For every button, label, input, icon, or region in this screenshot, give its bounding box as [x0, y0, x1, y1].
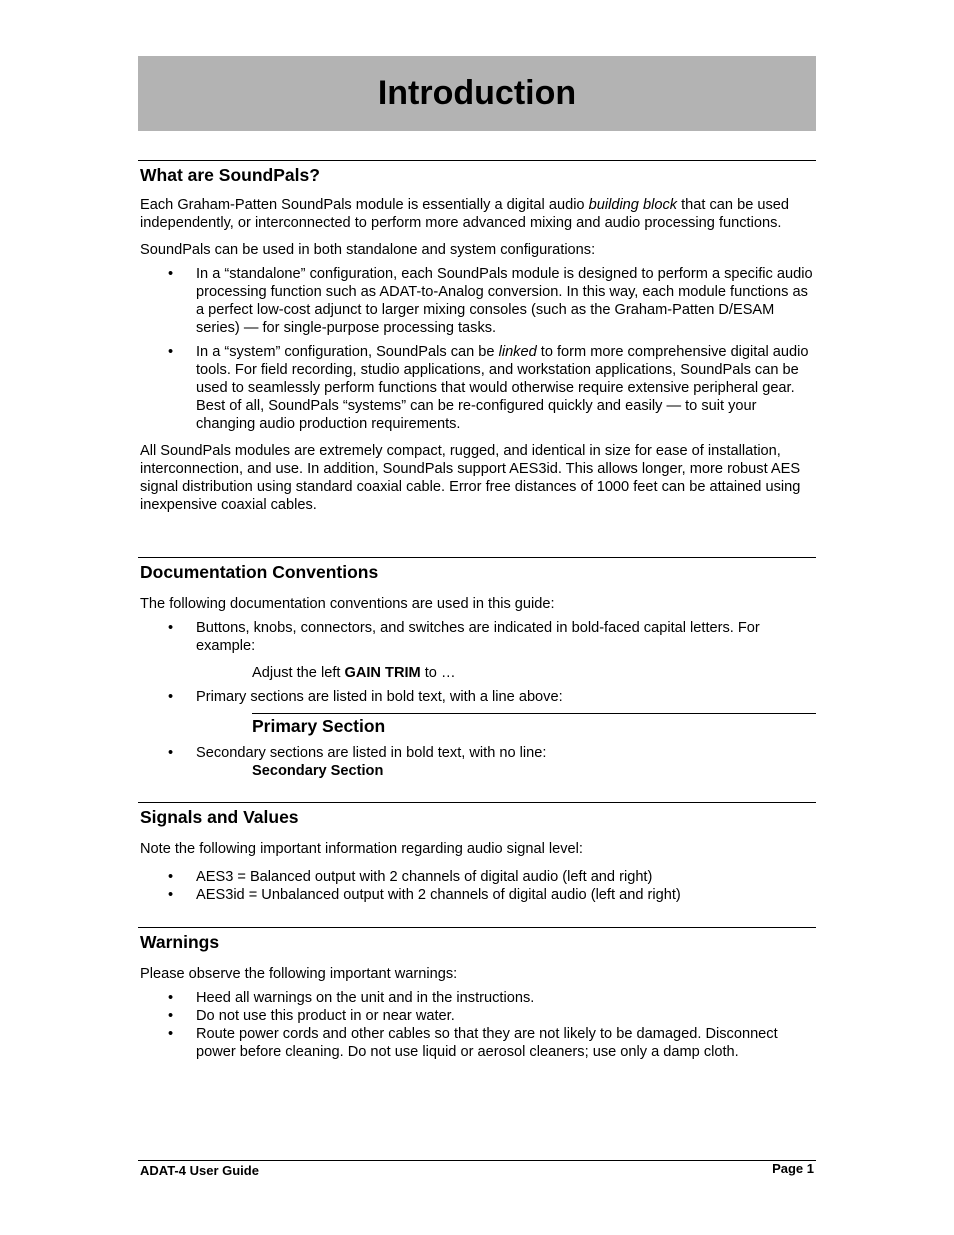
bullet-list: [140, 868, 816, 904]
page-footer: [138, 1160, 816, 1178]
page-title: Introduction: [377, 74, 577, 112]
footer-page-number: Page 1: [772, 1161, 814, 1176]
bullet-icon: •: [168, 1008, 174, 1024]
list-item: • Secondary sections are listed in bold text, with no line:: [168, 745, 547, 761]
bullet-icon: •: [168, 620, 174, 636]
bullet-icon: •: [168, 1026, 174, 1042]
bullet-icon: •: [168, 689, 174, 705]
list-item: • Route power cords and other cables so that they are not likely to be damaged. Disconnect power before cleaning. Do not use liquid or aerosol cleaners; use only a damp cloth.: [168, 1026, 778, 1060]
paragraph: SoundPals can be used in both standalone and system configurations:: [140, 242, 596, 258]
list-item: • Do not use this product in or near water.: [168, 1008, 455, 1024]
list-item: • In a “standalone” configuration, each SoundPals module is designed to perform a specific audio processing function such as ADAT-to-Analog conversion. In this way, each module functions as a perfect low-cost adjunct to larger mixing consoles (such as the Graham-Patten D/ESAM series) — for single-purpose processing tasks.: [168, 266, 813, 336]
list-item: • AES3id = Unbalanced output with 2 channels of digital audio (left and right): [168, 887, 681, 903]
section-heading: Documentation Conventions: [138, 557, 816, 588]
list-item: • Buttons, knobs, connectors, and switches are indicated in bold-faced capital letters. For example:: [168, 620, 760, 654]
section-warnings: [140, 927, 816, 1061]
paragraph: All SoundPals modules are extremely compact, rugged, and identical in size for ease of installation, interconnection, and use. In addition, SoundPals support AES3id. This allows longer, more robust AES signal distribution using standard coaxial cable. Error free distances of 1000 feet can be attained using inexpensive coaxial cables.: [140, 443, 801, 513]
bullet-icon: •: [168, 869, 174, 885]
primary-section-example: Primary Section: [252, 713, 816, 740]
bullet-list: [140, 744, 816, 762]
bullet-icon: •: [168, 266, 174, 282]
section-heading: What are SoundPals?: [138, 160, 816, 191]
list-item: • Primary sections are listed in bold text, with a line above:: [168, 689, 563, 705]
footer-guide-title: ADAT-4 User Guide: [140, 1163, 259, 1178]
bullet-list: [140, 619, 816, 655]
bullet-icon: •: [168, 344, 174, 360]
paragraph: Please observe the following important warnings:: [140, 966, 458, 982]
list-item: • In a “system” configuration, SoundPals can be linked to form more comprehensive digital audio tools. For field recording, studio applications, and workstation applications, SoundPals can be used to seamlessly perform functions that would otherwise require extensive peripheral gear. Best of all, SoundPals “systems” can be re-configured quickly and easily — to suit your changing audio production requirements.: [168, 344, 809, 432]
paragraph: Each Graham-Patten SoundPals module is essentially a digital audio building block that can be used independently, or interconnected to perform more advanced mixing and audio processing functions.: [140, 197, 790, 231]
bullet-list: [140, 989, 816, 1061]
paragraph: Note the following important information regarding audio signal level:: [140, 841, 583, 857]
section-documentation-conventions: [140, 557, 816, 780]
list-item: • AES3 = Balanced output with 2 channels of digital audio (left and right): [168, 869, 653, 885]
section-heading: Signals and Values: [138, 802, 816, 833]
bullet-list: [140, 265, 816, 433]
paragraph: The following documentation conventions are used in this guide:: [140, 596, 555, 612]
example-line: Adjust the left GAIN TRIM to …: [252, 665, 456, 681]
bullet-icon: •: [168, 745, 174, 761]
bullet-list: [140, 688, 816, 706]
bullet-icon: •: [168, 887, 174, 903]
title-band: [138, 56, 816, 131]
section-signals-and-values: [140, 802, 816, 904]
list-item: • Heed all warnings on the unit and in the instructions.: [168, 990, 535, 1006]
bullet-icon: •: [168, 990, 174, 1006]
section-heading: Warnings: [138, 927, 816, 958]
secondary-section-example: Secondary Section: [252, 763, 384, 779]
section-what-are-soundpals: [140, 160, 816, 514]
